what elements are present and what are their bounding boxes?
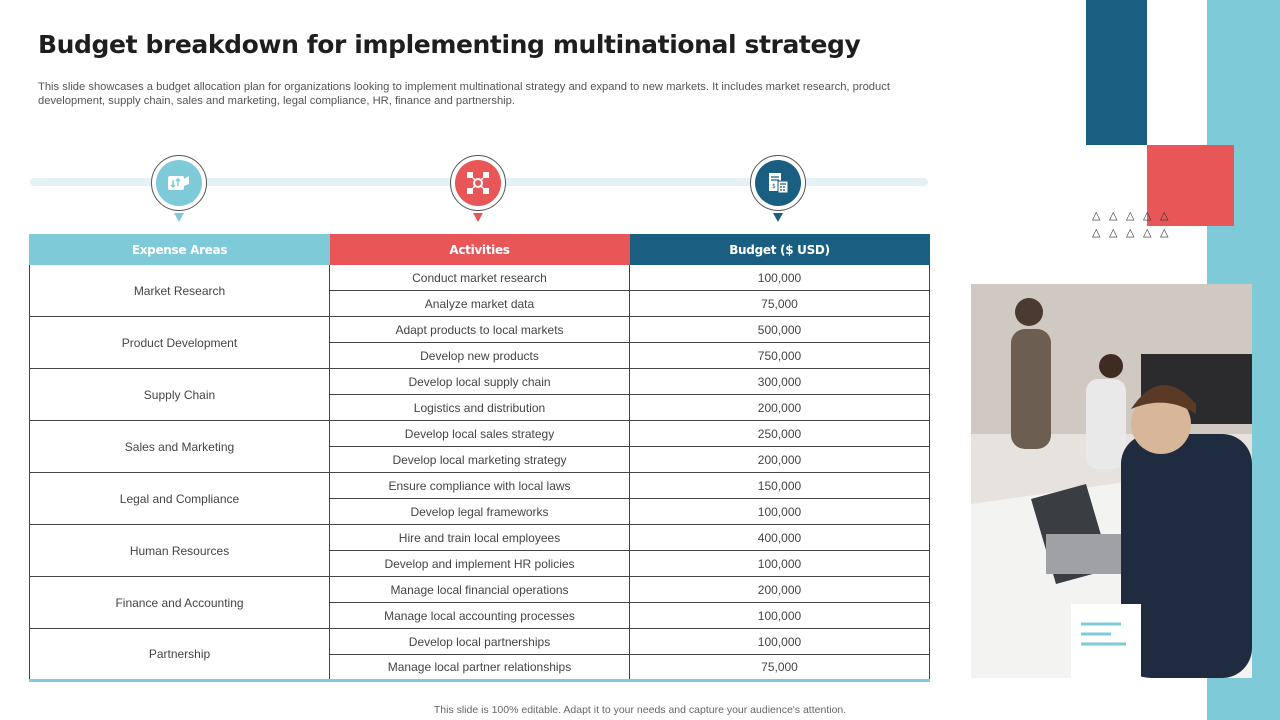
table-row	[30, 473, 930, 499]
activity-cell: Develop new products	[330, 343, 630, 369]
budget-cell: 100,000	[630, 603, 930, 629]
budget-cell: 200,000	[630, 447, 930, 473]
activity-cell: Develop local partnerships	[330, 629, 630, 655]
budget-cell: 500,000	[630, 317, 930, 343]
activity-cell: Adapt products to local markets	[330, 317, 630, 343]
gear-network-icon	[464, 169, 492, 197]
table-row	[30, 421, 930, 447]
activity-cell: Develop local sales strategy	[330, 421, 630, 447]
budget-cell: 250,000	[630, 421, 930, 447]
expense-area-cell: Finance and Accounting	[30, 577, 330, 629]
money-transfer-icon	[166, 170, 192, 196]
expense-area-cell: Market Research	[30, 265, 330, 317]
budget-marker	[750, 155, 806, 225]
budget-cell: 750,000	[630, 343, 930, 369]
activity-cell: Conduct market research	[330, 265, 630, 291]
expense-area-cell: Sales and Marketing	[30, 421, 330, 473]
expense-areas-marker	[151, 155, 207, 225]
table-row	[30, 317, 930, 343]
table-row	[30, 629, 930, 655]
svg-text:$: $	[772, 183, 776, 190]
header-expense-areas: Expense Areas	[30, 235, 330, 265]
activity-cell: Hire and train local employees	[330, 525, 630, 551]
office-photo	[971, 284, 1252, 678]
table-row	[30, 577, 930, 603]
activity-cell: Develop local supply chain	[330, 369, 630, 395]
footer-text: This slide is 100% editable. Adapt it to your needs and capture your audience's attention.	[433, 704, 847, 716]
footer-note	[0, 704, 1280, 716]
budget-cell: 100,000	[630, 499, 930, 525]
activity-cell: Develop legal frameworks	[330, 499, 630, 525]
expense-area-cell: Product Development	[30, 317, 330, 369]
activity-cell: Analyze market data	[330, 291, 630, 317]
expense-area-cell: Supply Chain	[30, 369, 330, 421]
page-subtitle: This slide showcases a budget allocation plan for organizations looking to implement multinational strategy and expand to new markets. It includes market research, product development, supply chain, sales and marketing, legal compliance, HR, finance and partnership.	[38, 81, 890, 107]
budget-cell: 100,000	[630, 629, 930, 655]
table-row	[30, 525, 930, 551]
activity-cell: Ensure compliance with local laws	[330, 473, 630, 499]
budget-table	[29, 234, 930, 682]
budget-cell: 300,000	[630, 369, 930, 395]
budget-cell: 75,000	[630, 655, 930, 681]
calculator-document-icon	[765, 170, 791, 196]
expense-area-cell: Partnership	[30, 629, 330, 681]
budget-cell: 75,000	[630, 291, 930, 317]
table-row	[30, 265, 930, 291]
header-budget: Budget ($ USD)	[630, 235, 930, 265]
expense-area-cell: Human Resources	[30, 525, 330, 577]
activity-cell: Develop and implement HR policies	[330, 551, 630, 577]
budget-cell: 150,000	[630, 473, 930, 499]
activity-cell: Develop local marketing strategy	[330, 447, 630, 473]
budget-cell: 100,000	[630, 551, 930, 577]
budget-cell: 200,000	[630, 395, 930, 421]
decor-triangle-pattern: △ △ △ △ △ △ △ △ △ △	[1092, 210, 1169, 239]
activity-cell: Manage local partner relationships	[330, 655, 630, 681]
activity-cell: Manage local financial operations	[330, 577, 630, 603]
activity-cell: Logistics and distribution	[330, 395, 630, 421]
table-row	[30, 369, 930, 395]
budget-cell: 100,000	[630, 265, 930, 291]
page-title: Budget breakdown for implementing multinational strategy	[38, 30, 861, 59]
activity-cell: Manage local accounting processes	[330, 603, 630, 629]
budget-cell: 200,000	[630, 577, 930, 603]
budget-cell: 400,000	[630, 525, 930, 551]
activities-marker	[450, 155, 506, 225]
decor-navy-block	[1086, 0, 1147, 145]
header-activities: Activities	[330, 235, 630, 265]
expense-area-cell: Legal and Compliance	[30, 473, 330, 525]
